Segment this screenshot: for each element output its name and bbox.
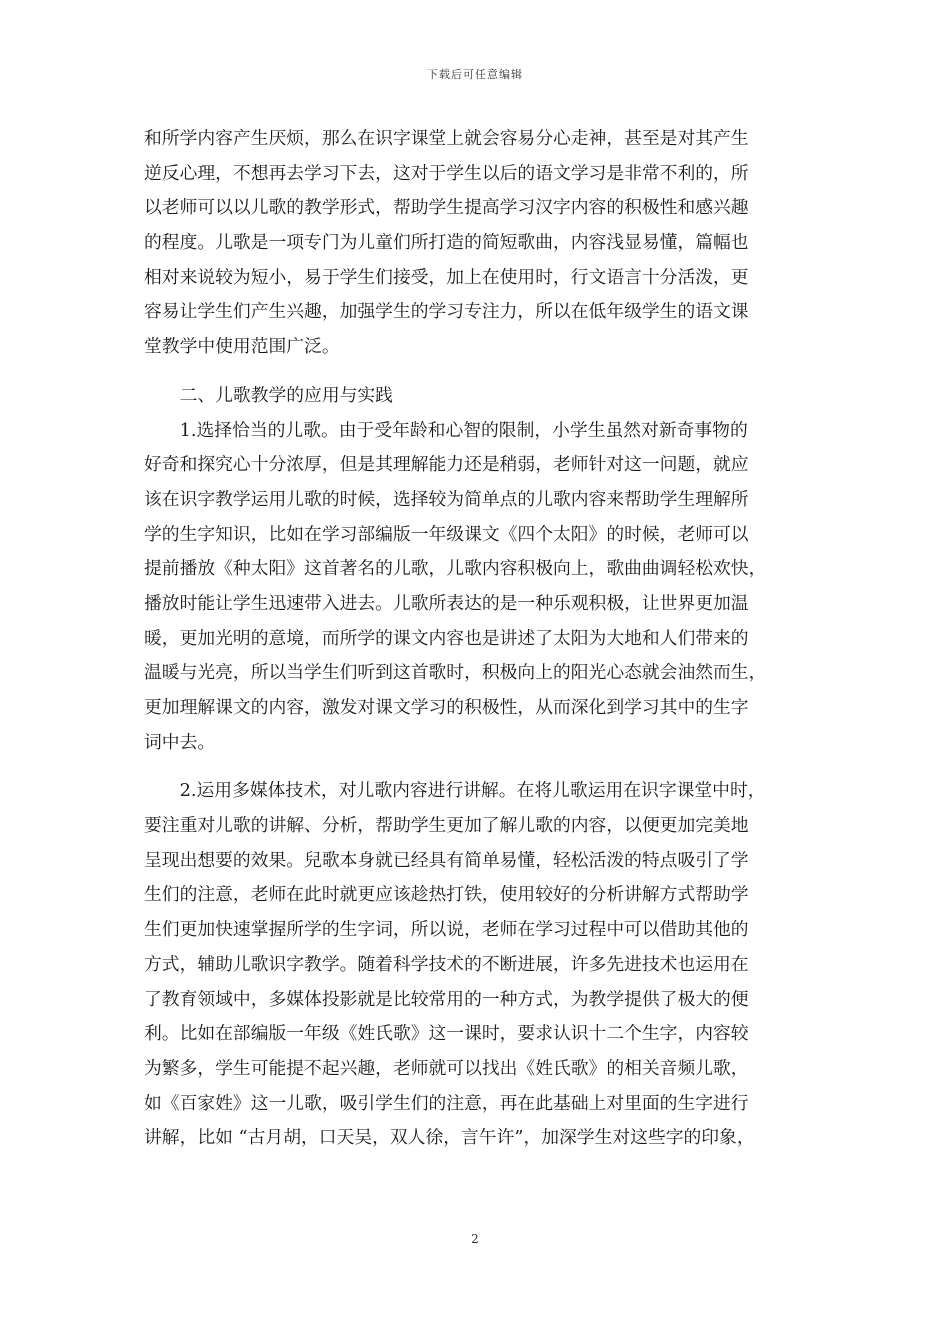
text-line: 逆反心理，不想再去学习下去，这对于学生以后的语文学习是非常不利的，所: [144, 162, 749, 184]
text-line: 更加理解课文的内容，激发对课文学习的积极性，从而深化到学习其中的生字: [144, 697, 749, 718]
text-line: 该在识字教学运用儿歌的时候，选择较为简单点的儿歌内容来帮助学生理解所: [144, 488, 749, 510]
paragraph-point-1: [144, 414, 812, 761]
text-line: 为繁多，学生可能提不起兴趣，老师就可以找出《姓氏歌》的相关音频儿歌，: [144, 1057, 749, 1079]
text-line: 播放时能让学生迅速带入进去。儿歌所表达的是一种乐观积极，让世界更加温: [144, 592, 749, 614]
text-line: 了教育领域中，多媒体投影就是比较常用的一种方式，为教学提供了极大的便: [144, 988, 749, 1010]
text-line: 堂教学中使用范围广泛。: [144, 336, 340, 358]
paragraph-point-2: [144, 774, 812, 1156]
section-heading: [144, 379, 812, 414]
text-line: 呈现出想要的效果。兒歌本身就已经具有简单易懂，轻松活泼的特点吸引了学: [144, 849, 749, 871]
text-line: 方式，辅助儿歌识字教学。随着科学技术的不断进展，许多先进技术也运用在: [144, 953, 749, 975]
text-line: 的程度。儿歌是一项专门为儿童们所打造的简短歌曲，内容浅显易懂，篇幅也: [144, 232, 749, 254]
text-line: 如《百家姓》这一儿歌，吸引学生们的注意，再在此基础上对里面的生字进行: [144, 1092, 749, 1114]
text-line: 词中去。: [144, 731, 216, 753]
text-line: 相对来说较为短小，易于学生们接受，加上在使用时，行文语言十分活泼，更: [144, 266, 749, 288]
text-line: 生们的注意，老师在此时就更应该趁热打铁，使用较好的分析讲解方式帮助学: [144, 884, 749, 906]
text-line: 容易让学生们产生兴趣，加强学生的学习专注力，所以在低年级学生的语文课: [144, 301, 749, 323]
text-line: 1.选择恰当的儿歌。由于受年龄和心智的限制，小学生虽然对新奇事物的: [144, 419, 748, 441]
page-header: 下载后可任意编辑: [427, 68, 523, 81]
text-line: 学的生字知识，比如在学习部编版一年级课文《四个太阳》的时候，老师可以: [144, 523, 749, 545]
text-line: 以老师可以以儿歌的教学形式，帮助学生提高学习汉字内容的积极性和感兴趣: [144, 197, 749, 219]
paragraph-spacing: [144, 365, 812, 379]
text-line: 利。比如在部编版一年级《姓氏歌》这一课时，要求认识十二个生字，内容较: [144, 1023, 749, 1045]
text-line: 暖，更加光明的意境，而所学的课文内容也是讲述了太阳为大地和人们带来的: [144, 627, 749, 649]
heading-line: 二、儿歌教学的应用与实践: [144, 384, 393, 406]
text-line: 好奇和探究心十分浓厚，但是其理解能力还是稍弱，老师针对这一问题，就应: [144, 454, 749, 476]
text-line: 生们更加快速掌握所学的生字词，所以说，老师在学习过程中可以借助其他的: [144, 919, 749, 941]
document-body: [144, 122, 812, 1156]
paragraph-intro: [144, 122, 812, 365]
text-line: 和所学内容产生厌烦，那么在识字课堂上就会容易分心走神，甚至是对其产生: [144, 128, 749, 149]
text-line: 要注重对儿歌的讲解、分析，帮助学生更加了解儿歌的内容，以便更加完美地: [144, 815, 749, 837]
text-line: 2.运用多媒体技术，对儿歌内容进行讲解。在将儿歌运用在识字课堂中时，: [144, 780, 766, 802]
text-line: 提前播放《种太阳》这首著名的儿歌，儿歌内容积极向上，歌曲曲调轻松欢快，: [144, 558, 767, 580]
text-line: 讲解，比如 “古月胡，口天吴，双人徐，言午许”，加深学生对这些字的印象，: [144, 1127, 755, 1149]
paragraph-spacing: [144, 760, 812, 774]
page-number: 2: [471, 1232, 479, 1246]
text-line: 温暖与光亮，所以当学生们听到这首歌时，积极向上的阳光心态就会油然而生，: [144, 662, 767, 684]
